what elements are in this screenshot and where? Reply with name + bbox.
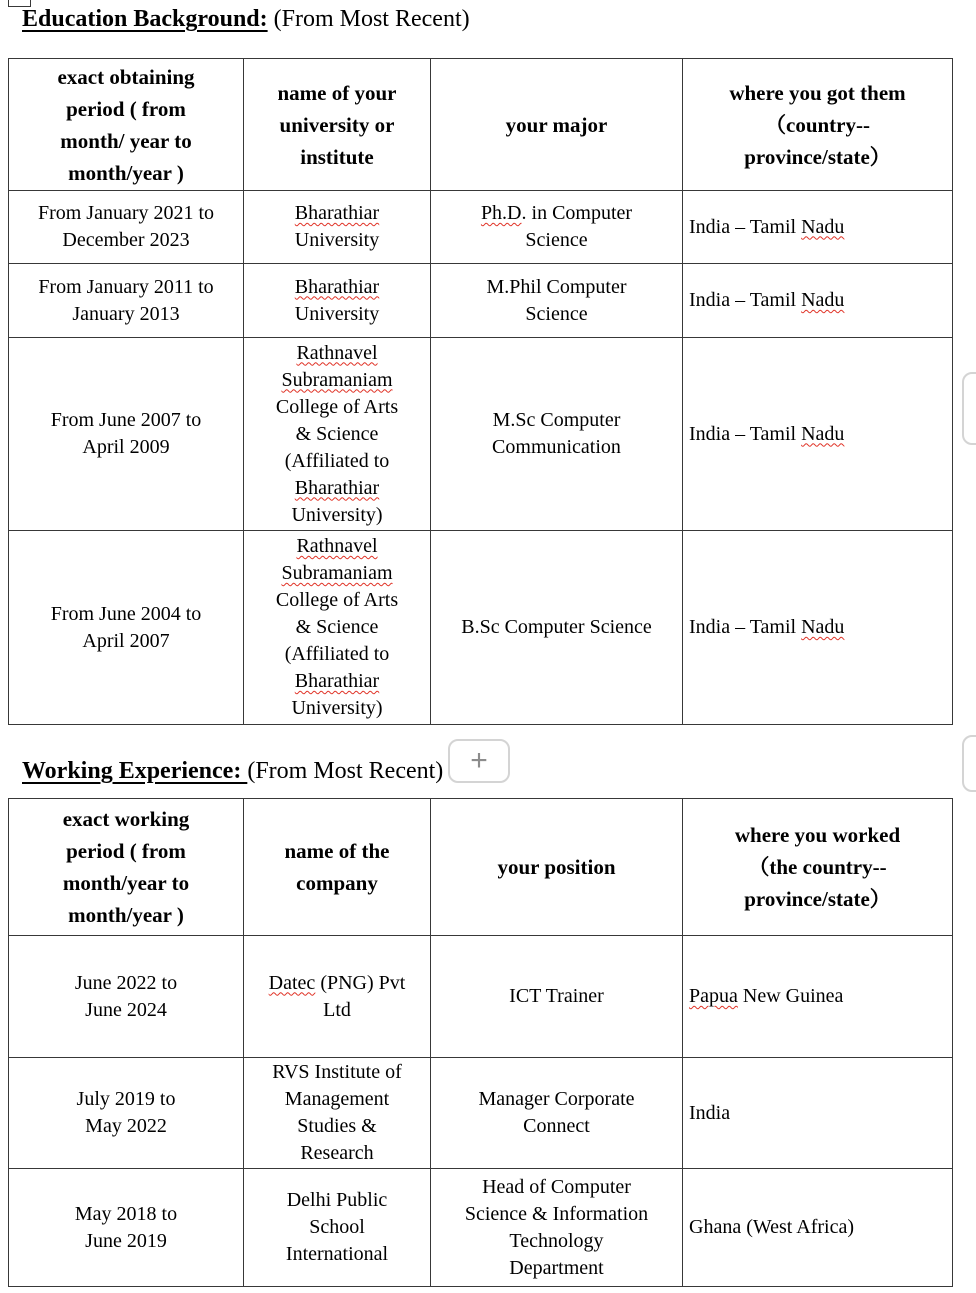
table-cell — [431, 1058, 683, 1169]
misspelled-word: Bharathiar — [294, 670, 380, 692]
cell-line: School — [309, 1216, 365, 1238]
misspelled-word: Nadu — [801, 422, 845, 445]
cell-line: M.Sc Computer — [492, 409, 621, 431]
cell-line: May 2018 to — [74, 1202, 178, 1225]
column-header: exact working period ( from month/year to month/year ) — [9, 799, 244, 936]
table-cell — [9, 531, 244, 725]
misspelled-word: Nadu — [801, 289, 845, 311]
table-row — [9, 531, 953, 725]
misspelled-word: Bharathiar — [294, 476, 380, 499]
cell-line: (Affiliated to — [284, 643, 390, 665]
table-cell — [9, 936, 244, 1058]
cell-line — [250, 367, 424, 394]
cell-line — [250, 668, 424, 695]
working-heading-title: Working Experience: — [22, 758, 248, 784]
cell-line: University) — [291, 697, 383, 719]
working-experience-table — [8, 798, 953, 1287]
cell-line: Science — [525, 302, 588, 325]
misspelled-word: Subramaniam — [281, 368, 393, 391]
header-row — [9, 59, 953, 191]
cell-line: Management — [284, 1088, 390, 1110]
table-cell — [431, 338, 683, 531]
cell-line: College of Arts — [275, 589, 399, 611]
misspelled-word: Datec — [268, 971, 316, 994]
cell-line: From June 2007 to — [50, 409, 202, 431]
cell-line: Head of Computer — [482, 1175, 631, 1198]
cell-line: Science & Information — [464, 1202, 649, 1225]
cell-line: Datec (PNG) Pvt — [268, 971, 406, 994]
table-row — [9, 264, 953, 338]
cell-line: May 2022 — [85, 1115, 167, 1137]
cell-line: Ph.D. in Computer — [480, 202, 633, 224]
education-heading-suffix: (From Most Recent) — [267, 6, 470, 32]
misspelled-word: Rathnavel — [296, 535, 378, 557]
cell-line: June 2019 — [85, 1229, 167, 1252]
table-row — [9, 936, 953, 1058]
table-cell — [244, 191, 431, 264]
cell-line: Ltd — [323, 998, 351, 1021]
table-cell — [244, 264, 431, 338]
cell-line: July 2019 to — [76, 1088, 176, 1110]
table-cell — [9, 1169, 244, 1287]
cell-line: Communication — [492, 436, 621, 458]
table-cell — [683, 1169, 953, 1287]
cell-line: India – Tamil Nadu — [689, 616, 845, 638]
misspelled-word: Nadu — [801, 215, 845, 238]
cell-line: Studies & — [297, 1115, 377, 1137]
cell-line: April 2007 — [82, 629, 170, 652]
cell-line: January 2013 — [72, 302, 180, 325]
table-cell — [683, 264, 953, 338]
cell-line: RVS Institute of — [272, 1061, 402, 1083]
table-cell — [431, 936, 683, 1058]
misspelled-word: Papua — [689, 985, 738, 1007]
header-row — [9, 799, 953, 936]
cell-line: International — [285, 1243, 389, 1265]
cell-line: India – Tamil Nadu — [689, 215, 845, 238]
cell-line: University — [294, 302, 380, 325]
table-cell — [9, 191, 244, 264]
table-cell — [9, 264, 244, 338]
cell-line: India – Tamil Nadu — [689, 422, 845, 445]
table-cell — [9, 1058, 244, 1169]
table-cell — [683, 191, 953, 264]
cell-line: Connect — [523, 1115, 590, 1137]
cell-line: B.Sc Computer Science — [461, 616, 652, 638]
misspelled-word: Nadu — [801, 616, 845, 638]
table-cell — [683, 531, 953, 725]
table-row — [9, 191, 953, 264]
column-header: where you got them （country-- province/state） — [683, 59, 953, 191]
cell-line: From January 2011 to — [38, 275, 214, 298]
cell-line: Papua New Guinea — [689, 985, 844, 1007]
column-header: your major — [431, 59, 683, 191]
column-header: name of the company — [244, 799, 431, 936]
table-cell — [431, 191, 683, 264]
cell-line: June 2022 to — [74, 971, 178, 994]
table-cell — [683, 936, 953, 1058]
table-cell — [244, 1169, 431, 1287]
cell-line — [250, 533, 424, 560]
cell-line: University) — [291, 503, 383, 526]
column-header: where you worked （the country-- province/state） — [683, 799, 953, 936]
education-table — [8, 58, 953, 725]
misspelled-word: Bharathiar — [294, 275, 380, 298]
cell-line: India — [689, 1101, 731, 1124]
table-row — [9, 1169, 953, 1287]
table-cell — [244, 531, 431, 725]
cell-line: Manager Corporate — [478, 1088, 635, 1110]
cell-line: (Affiliated to — [284, 449, 390, 472]
table-row — [9, 338, 953, 531]
cell-line: India – Tamil Nadu — [689, 289, 845, 311]
misspelled-word: Subramaniam — [281, 562, 393, 584]
cell-line — [250, 340, 424, 367]
cell-line: From January 2021 to — [37, 202, 215, 224]
cell-line — [250, 560, 424, 587]
cell-line: & Science — [295, 422, 379, 445]
cell-line: June 2024 — [85, 998, 167, 1021]
cell-line: December 2023 — [62, 229, 190, 251]
cell-line: Science — [525, 229, 588, 251]
cell-line: Technology — [509, 1229, 604, 1252]
table-cell — [683, 1058, 953, 1169]
cell-line: College of Arts — [275, 395, 399, 418]
column-header: name of your university or institute — [244, 59, 431, 191]
table-cell — [431, 531, 683, 725]
plus-icon: + — [470, 744, 488, 777]
cell-line — [250, 475, 424, 502]
column-header: your position — [431, 799, 683, 936]
misspelled-word: Bharathiar — [294, 202, 380, 224]
table-cell — [431, 264, 683, 338]
cell-line: Delhi Public — [286, 1189, 388, 1211]
cell-line: ICT Trainer — [509, 985, 604, 1007]
misspelled-word: Rathnavel — [296, 341, 378, 364]
right-edge-button-lower[interactable] — [962, 735, 976, 792]
table-cell — [244, 1058, 431, 1169]
add-row-button[interactable] — [448, 739, 510, 783]
education-heading — [22, 6, 470, 33]
cell-line: Department — [509, 1256, 604, 1279]
education-heading-title: Education Background: — [22, 6, 268, 32]
cell-line: Research — [300, 1142, 374, 1164]
table-cell — [9, 338, 244, 531]
table-cell — [683, 338, 953, 531]
misspelled-word: Ph.D — [480, 202, 522, 224]
working-heading — [22, 758, 443, 785]
working-heading-suffix: (From Most Recent) — [247, 758, 444, 784]
table-cell — [431, 1169, 683, 1287]
cell-line: & Science — [295, 616, 379, 638]
cell-line: April 2009 — [82, 436, 170, 458]
right-edge-button-upper[interactable] — [962, 372, 976, 445]
cell-line: Ghana (West Africa) — [689, 1216, 854, 1238]
column-header: exact obtaining period ( from month/ year to month/year ) — [9, 59, 244, 191]
table-cell — [244, 936, 431, 1058]
cell-line: University — [294, 229, 380, 251]
table-row — [9, 1058, 953, 1169]
cell-line: M.Phil Computer — [486, 275, 627, 298]
table-cell — [244, 338, 431, 531]
cell-line: From June 2004 to — [50, 602, 202, 625]
cell-line — [250, 274, 424, 301]
cell-line — [250, 200, 424, 227]
